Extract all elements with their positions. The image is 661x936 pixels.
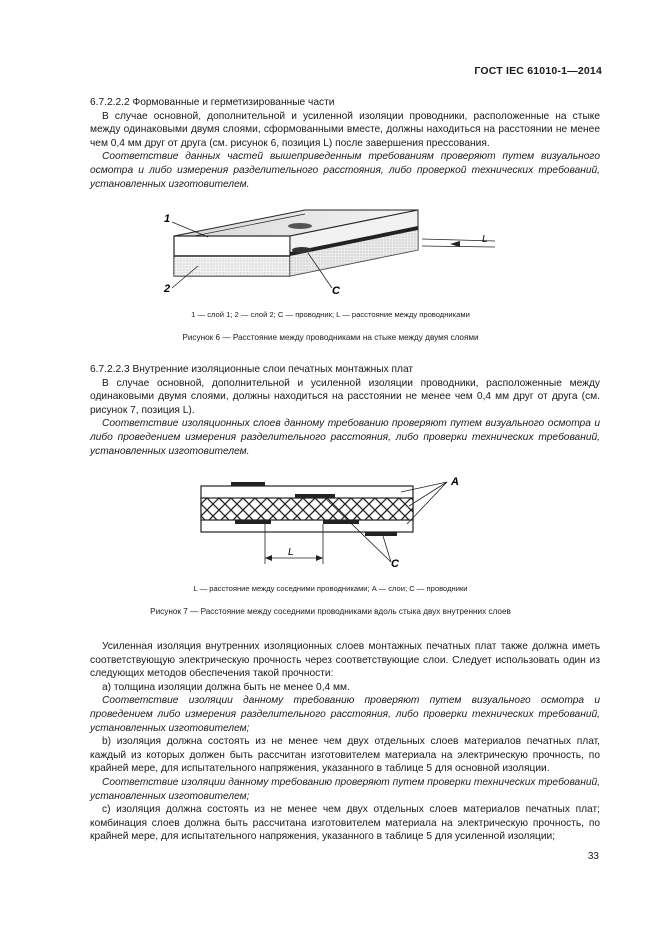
section-heading: 6.7.2.2.3 Внутренние изоляционные слои печатных монтажных плат <box>90 364 414 375</box>
label-layer-2: 2 <box>164 283 171 295</box>
label-conductor-C: C <box>332 285 340 297</box>
paragraph: В случае основной, дополнительной и усиленной изоляции проводники, расположенные между одинаковыми двумя слоями, должны находиться на расстоянии не менее чем 0,4 мм друг от друга (см. рисунок 7, позиция L). <box>90 377 600 416</box>
conductor <box>365 532 397 536</box>
figure-6-caption: Рисунок 6 — Расстояние между проводниками на стыке между двумя слоями <box>182 333 479 342</box>
figure-7-diagram <box>195 474 465 574</box>
compliance-paragraph-a: Соответствие изоляции данному требованию проверяют путем визуального осмотра и проведением либо измерения разделительного расстояния, либо проверки технических требований, установленных изготовителем; <box>90 695 600 734</box>
figure-6-legend: 1 — слой 1; 2 — слой 2; C — проводник; L — расстояние между проводниками <box>191 310 470 319</box>
figure-7-caption: Рисунок 7 — Расстояние между соседними проводниками вдоль стыка двух внутренних слоев <box>150 607 511 616</box>
inner-layer-hatched <box>201 498 413 520</box>
figure-6-diagram <box>150 206 510 302</box>
paragraph: В случае основной, дополнительной и усиленной изоляции проводники, расположенные на стыке между одинаковыми двумя слоями, сформованными вместе, должны находиться на расстоянии не менее чем 0,4 мм друг от друга (см. рисунок 6, позиция L) после завершения прессования. <box>90 110 600 149</box>
figure-7-legend: L — расстояние между соседними проводниками; A — слои; C — проводники <box>193 584 468 593</box>
section-heading: 6.7.2.2.2 Формованные и герметизированные части <box>90 97 335 108</box>
paragraph: Усиленная изоляция внутренних изоляционных слоев монтажных печатных плат также должна иметь соответствующую электрическую прочность через соответствующие слои. Следует использовать один из следующих методов обеспечения такой прочности: <box>90 641 600 680</box>
section-6-7-2-2-3 <box>90 363 600 458</box>
section-6-7-2-2-2 <box>90 96 600 191</box>
list-item-b: b) изоляция должна состоять из не менее чем двух отдельных слоев материалов печатных плат, каждый из которых должен быть рассчитан изготовителем материала на электрическую прочность, по крайней мере, для испытательного напряжения, указанного в таблице 5 для основной изоляции. <box>90 736 600 775</box>
label-layer-1: 1 <box>164 213 171 225</box>
conductor <box>295 494 335 498</box>
label-distance-L: L <box>288 547 294 558</box>
conductor <box>231 482 265 486</box>
conductor <box>323 520 359 524</box>
compliance-paragraph: Соответствие изоляционных слоев данному требованию проверяют путем визуального осмотра и либо проведением измерения разделительного расстояния, либо проверки технических требований, установленных изготовителем. <box>90 418 600 457</box>
page-number: 33 <box>587 851 599 862</box>
label-layers-A: A <box>451 476 459 488</box>
list-item-c: с) изоляция должна состоять из не менее чем двух отдельных слоев материалов печатных плат; комбинация слоев должна быть рассчитана изготовителем материала на электрическую прочность, по крайней мере, для испытательного напряжения, указанного в таблице 5 для усиленной изоляции; <box>90 804 600 843</box>
compliance-paragraph: Соответствие данных частей вышеприведенным требованиям проверяют путем визуального осмотра и либо измерения разделительного расстояния, либо проверкой технических требований, установленных изготовителем. <box>90 151 600 190</box>
conductor-side <box>292 247 312 253</box>
label-distance-L: L <box>482 234 488 245</box>
conductor <box>235 520 271 524</box>
compliance-paragraph-b: Соответствие изоляции данному требованию проверяют путем проверки технических требований, установленных изготовителем; <box>90 776 600 802</box>
document-standard-header: ГОСТ IEC 61010-1—2014 <box>474 65 602 77</box>
reinforced-insulation-section <box>90 640 600 844</box>
label-conductors-C: C <box>391 558 399 570</box>
conductor-top <box>288 223 312 229</box>
list-item-a: а) толщина изоляции должна быть не менее 0,4 мм. <box>102 681 350 693</box>
